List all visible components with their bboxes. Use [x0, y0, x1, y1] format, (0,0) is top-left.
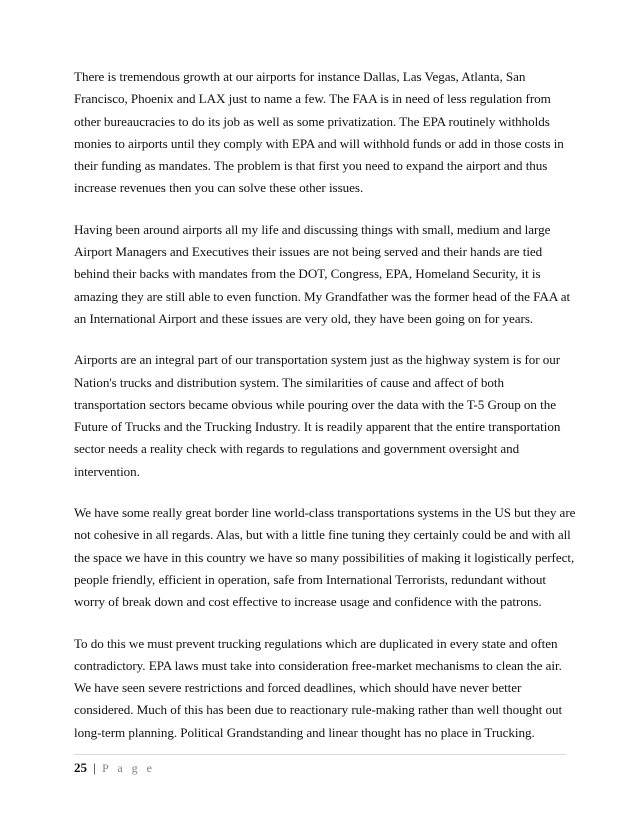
- text-line: Francisco, Phoenix and LAX just to name a few. The FAA is in need of less regulation from: [74, 91, 551, 107]
- page-number: 25: [74, 760, 87, 775]
- paragraph-1: [74, 66, 566, 200]
- text-line: worry of break down and cost effective to increase usage and confidence with the patrons.: [74, 594, 542, 610]
- text-line: intervention.: [74, 463, 140, 479]
- paragraph-4: [74, 502, 576, 613]
- text-line: long-term planning. Political Grandstanding and linear thought has no place in Trucking.: [74, 724, 535, 740]
- text-line: sector needs a reality check with regards to regulations and government oversight and: [74, 441, 520, 457]
- text-line: their funding as mandates. The problem is that first you need to expand the airport and thus: [74, 158, 548, 174]
- text-line: the space we have in this country we have so many possibilities of making it logistically perfect,: [74, 549, 575, 565]
- text-line: There is tremendous growth at our airports for instance Dallas, Las Vegas, Atlanta, San: [74, 69, 526, 84]
- footer-separator: |: [93, 760, 96, 775]
- text-line: We have some really great border line world-class transportations systems in the US but they are: [74, 505, 576, 521]
- page-label: P a g e: [102, 761, 155, 775]
- text-line: considered. Much of this has been due to reactionary rule-making rather than well thought out: [74, 702, 563, 718]
- text-line: Airports are an integral part of our transportation system just as the highway system is for our: [74, 352, 561, 368]
- text-line: Airport Managers and Executives their issues are not being served and their hands are tied: [74, 244, 543, 260]
- paragraph-2: [74, 219, 571, 330]
- page-footer: [74, 754, 566, 776]
- text-line: transportation sectors became obvious while pouring over the data with the T-5 Group on the: [74, 396, 556, 412]
- text-line: To do this we must prevent trucking regulations which are duplicated in every state and often: [74, 635, 558, 651]
- text-line: behind their backs with mandates from the DOT, Congress, EPA, Homeland Security, it is: [74, 266, 541, 282]
- text-line: monies to airports until they comply with EPA and will withhold funds or add in those costs in: [74, 135, 564, 151]
- text-line: Having been around airports all my life and discussing things with small, medium and large: [74, 221, 551, 237]
- text-line: increase revenues then you can solve these other issues.: [74, 180, 364, 196]
- text-line: Future of Trucks and the Trucking Industry. It is readily apparent that the entire transportation: [74, 419, 561, 435]
- body-text: [74, 66, 576, 763]
- text-line: an International Airport and these issues are very old, they have been going on for years.: [74, 310, 534, 326]
- text-line: We have seen severe restrictions and forced deadlines, which should have never better: [74, 680, 522, 696]
- text-line: not cohesive in all regards. Alas, but with a little fine tuning they certainly could be and with all: [74, 527, 571, 543]
- paragraph-3: [74, 349, 566, 483]
- text-line: Nation's trucks and distribution system. The similarities of cause and affect of both: [74, 374, 504, 390]
- text-line: other bureaucracies to do its job as well as some privatization. The EPA routinely withholds: [74, 113, 550, 129]
- text-line: contradictory. EPA laws must take into consideration free-market mechanisms to clean the air.: [74, 657, 562, 673]
- text-line: amazing they are still able to even function. My Grandfather was the former head of the FAA at: [74, 288, 571, 304]
- text-line: people friendly, efficient in operation, safe from International Terrorists, redundant without: [74, 571, 546, 587]
- paragraph-5: [74, 633, 566, 744]
